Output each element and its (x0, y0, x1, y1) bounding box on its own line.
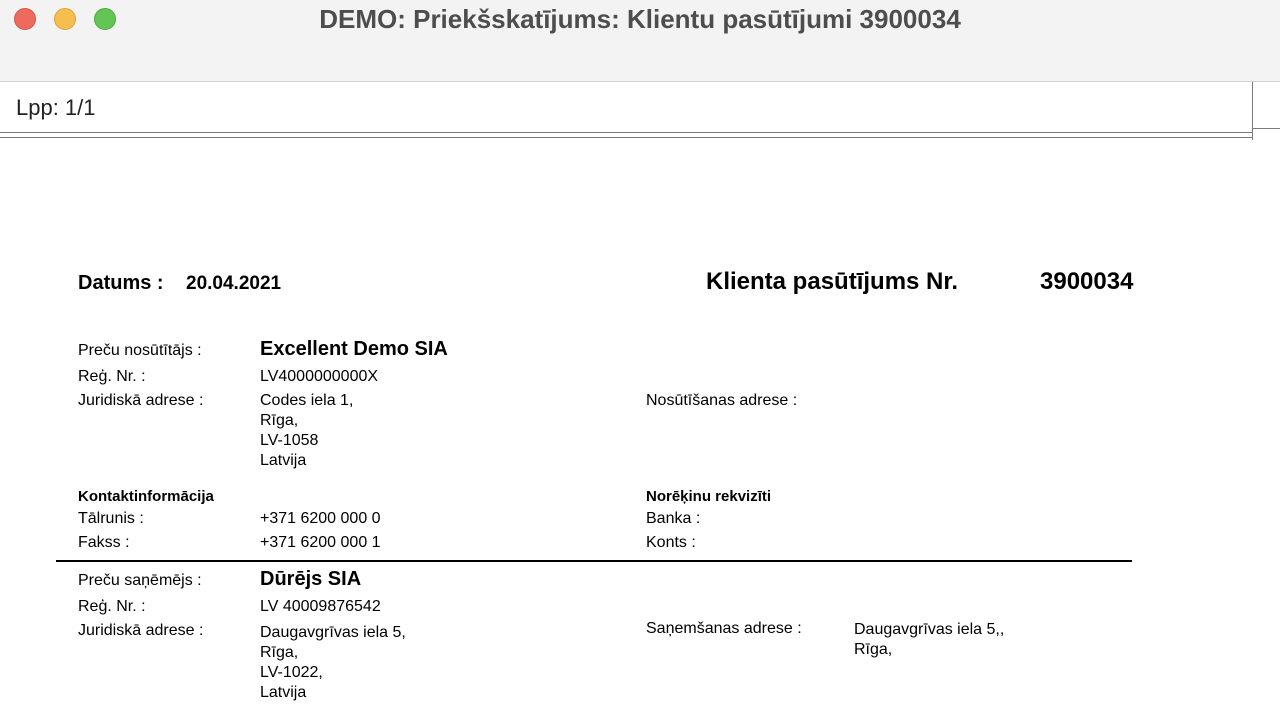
toolbar-divider-secondary (0, 137, 1253, 138)
preview-toolbar (0, 82, 1252, 132)
account-label: Konts : (646, 534, 696, 551)
date-label: Datums : (78, 272, 164, 294)
window-titlebar (0, 0, 1280, 82)
order-number: 3900034 (1040, 268, 1134, 295)
sender-reg-value: LV4000000000X (260, 368, 379, 385)
address-line: Latvija (260, 452, 307, 469)
receiver-label: Preču saņēmējs : (78, 572, 202, 589)
sender-legal-address-label: Juridiskā adrese : (78, 392, 204, 409)
address-line: Daugavgrīvas iela 5, (260, 624, 406, 641)
receiver-legal-address (260, 623, 406, 703)
phone-label: Tālrunis : (78, 510, 144, 527)
page-indicator: Lpp: 1/1 (16, 95, 96, 120)
address-line: Latvija (260, 684, 307, 701)
toolbar-right-divider (1253, 128, 1280, 129)
receiver-reg-value: LV 40009876542 (260, 598, 381, 615)
address-line: Rīga, (854, 641, 893, 658)
contact-heading: Kontaktinformācija (78, 488, 214, 505)
date-value: 20.04.2021 (186, 273, 282, 294)
delivery-address-label: Saņemšanas adrese : (646, 620, 802, 637)
fax-label: Fakss : (78, 534, 130, 551)
address-line: Codes iela 1, (260, 392, 354, 409)
bank-label: Banka : (646, 510, 701, 527)
payment-heading: Norēķinu rekvizīti (646, 488, 772, 505)
sender-reg-label: Reģ. Nr. : (78, 368, 146, 385)
fax-value: +371 6200 000 1 (260, 534, 381, 551)
toolbar-divider (0, 132, 1253, 133)
shipping-address-label: Nosūtīšanas adrese : (646, 392, 798, 409)
address-line: LV-1058 (260, 432, 319, 449)
window-title: DEMO: Priekšskatījums: Klientu pasūtījumi 3900034 (319, 4, 961, 34)
sender-label: Preču nosūtītājs : (78, 342, 202, 359)
address-line: Rīga, (260, 644, 299, 661)
receiver-legal-address-label: Juridiskā adrese : (78, 622, 204, 639)
sender-legal-address (260, 391, 353, 471)
order-title: Klienta pasūtījums Nr. (706, 268, 959, 295)
toolbar-vertical-divider (1252, 82, 1253, 140)
address-line: LV-1022, (260, 664, 323, 681)
section-divider (56, 560, 1132, 562)
address-line: Daugavgrīvas iela 5,, (854, 621, 1005, 638)
sender-name: Excellent Demo SIA (260, 338, 448, 360)
receiver-reg-label: Reģ. Nr. : (78, 598, 146, 615)
address-line: Rīga, (260, 412, 299, 429)
receiver-name: Dūrējs SIA (260, 568, 362, 590)
phone-value: +371 6200 000 0 (260, 510, 381, 527)
delivery-address (854, 620, 1004, 660)
